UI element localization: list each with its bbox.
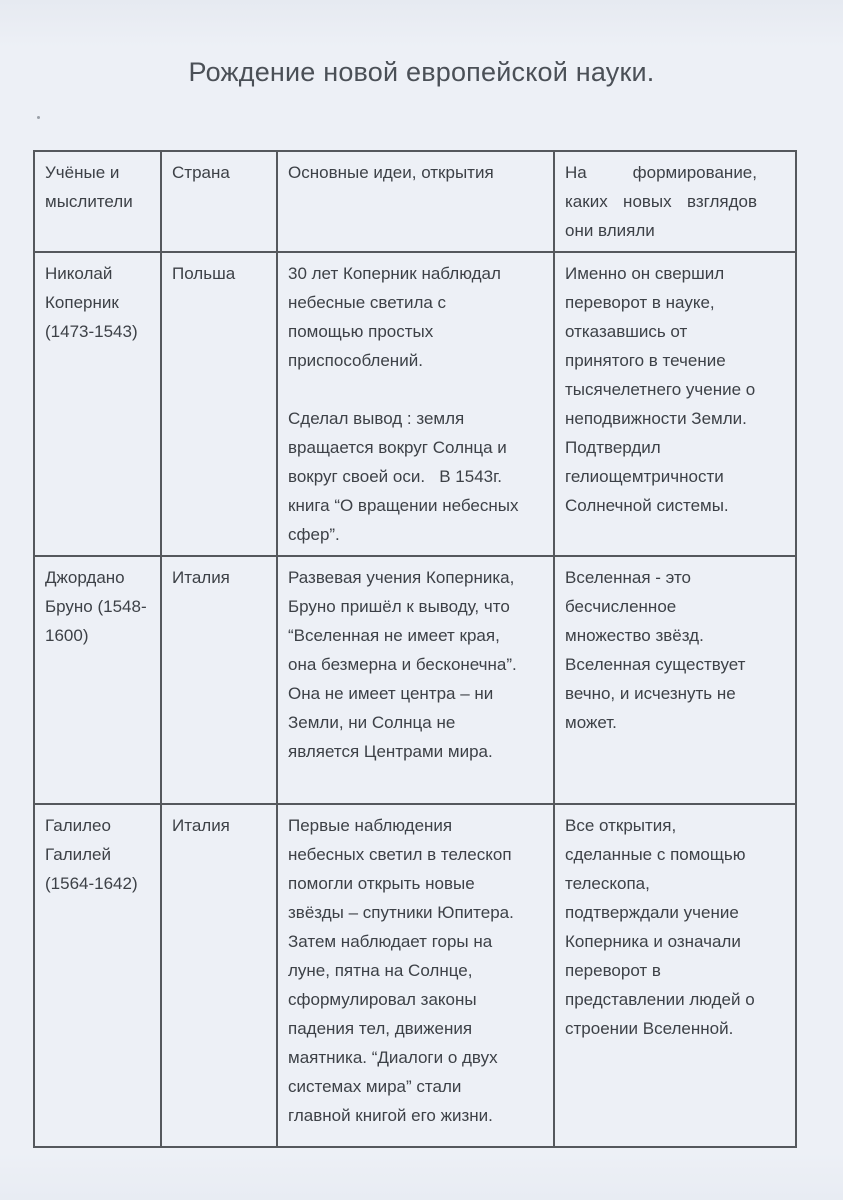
ideas-paragraph: 30 лет Коперник наблюдал небесные светила с помощью простых приспособлений. [288,264,501,370]
scientist-name-cell: Джордано Бруно (1548-1600) [34,556,161,804]
ideas-paragraph: Первые наблюдения небесных светил в телескоп помогли открыть новые звёзды – спутники Юпитера. Затем наблюдает горы на луне, пятна на Солнце, сформулировал законы падения тел, движения маятника. “Диалоги о двух системах мира” стали главной книгой его жизни. [288,816,514,1125]
table-row-copernicus [34,252,796,556]
table-row-bruno [34,556,796,804]
ideas-paragraph: Сделал вывод : земля вращается вокруг Солнца и вокруг своей оси. В 1543г. книга “О вращении небесных сфер”. [288,409,519,544]
influence-cell: Все открытия, сделанные с помощью телескопа, подтверждали учение Коперника и означали переворот в представлении людей о строении Вселенной. [554,804,796,1147]
ideas-cell [277,252,554,556]
table-row-galileo [34,804,796,1147]
influence-cell: Вселенная - это бесчисленное множество звёзд. Вселенная существует вечно, и исчезнуть не может. [554,556,796,804]
scientist-name-cell: Галилео Галилей (1564-1642) [34,804,161,1147]
table-header-row [34,151,796,252]
influence-cell: Именно он свершил переворот в науке, отказавшись от принятого в течение тысячелетнего учение о неподвижности Земли. Подтвердил гелиощемтричности Солнечной системы. [554,252,796,556]
ideas-cell [277,804,554,1147]
column-header-scientists: Учёные и мыслители [34,151,161,252]
ideas-paragraph: Развевая учения Коперника, Бруно пришёл к выводу, что “Вселенная не имеет края, она безмерна и бесконечна”. Она не имеет центра – ни Земли, ни Солнца не является Центрами мира. [288,568,517,761]
column-header-influence: На формирование, каких новых взглядов они влияли [554,151,796,252]
country-cell: Италия [161,804,277,1147]
page-title: Рождение новой европейской науки. [188,57,655,87]
country-cell: Польша [161,252,277,556]
column-header-country: Страна [161,151,277,252]
country-cell: Италия [161,556,277,804]
column-header-ideas: Основные идеи, открытия [277,151,554,252]
scientist-name-cell: Николай Коперник (1473-1543) [34,252,161,556]
ideas-cell [277,556,554,804]
scientists-table [33,150,797,1148]
scan-artifact-speck [37,116,40,119]
